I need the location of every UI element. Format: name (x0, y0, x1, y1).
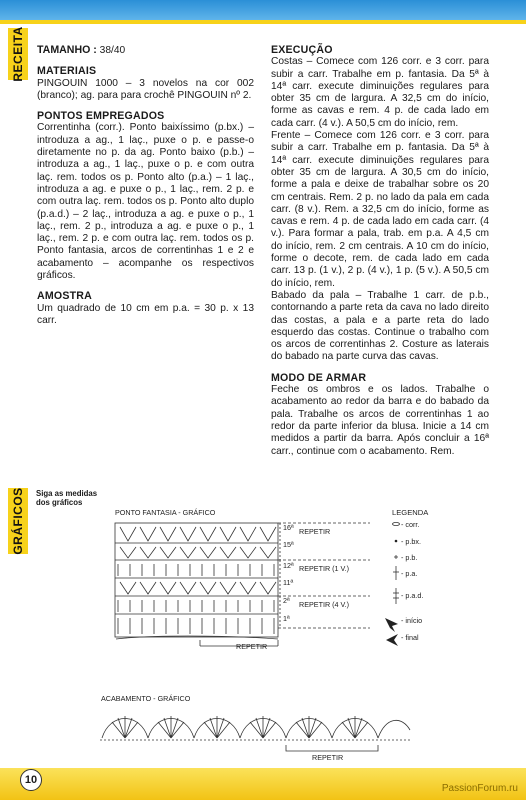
watermark: PassionForum.ru (441, 783, 518, 794)
row-label-16: 16ª (283, 523, 294, 532)
legenda-inicio: - início (401, 616, 423, 625)
row-label-11: 11ª (283, 578, 294, 587)
repetir-top-label: REPETIR (299, 527, 331, 536)
row-label-2: 2ª (283, 596, 290, 605)
legenda-pa: - p.a. (401, 569, 418, 578)
row-label-12: 12ª (283, 561, 294, 570)
graficos-tab-label: GRÁFICOS (11, 487, 25, 555)
receita-tab-label: RECEITA (11, 26, 25, 82)
costas-text: Costas – Comece com 126 corr. e 3 corr. para subir a carr. Trabalhe em p. fantasia. Da 5ª à 14ª carr. execute diminuições regulares para obter 35 cm de largura. A 32,5 cm do início, forme as cavas e rem. 4 p. de cada lado em cada carr. (4 v.). A 50,5 cm do início, rem. (271, 56, 489, 129)
acabamento-title: ACABAMENTO - GRÁFICO (101, 694, 191, 703)
legenda-corr: - corr. (401, 520, 420, 529)
execucao-heading: EXECUÇÃO (271, 44, 333, 56)
materiais-text: PINGOUIN 1000 – 3 novelos na cor 002 (branco); ag. para para crochê PINGOUIN nº 2. (37, 77, 254, 101)
repetir-acabamento-label: REPETIR (312, 753, 344, 762)
tamanho-value: 38/40 (96, 45, 126, 56)
page-number: 10 (20, 769, 42, 791)
materiais-heading: MATERIAIS (37, 65, 97, 78)
amostra-text: Um quadrado de 10 cm em p.a. = 30 p. x 13 carr. (37, 302, 254, 326)
graficos-note-line2: dos gráficos (36, 498, 83, 507)
repetir-1v-label: REPETIR (1 V.) (299, 564, 350, 573)
repetir-4v-label: REPETIR (4 V.) (299, 600, 350, 609)
legenda-pb: - p.b. (401, 553, 418, 562)
tamanho-label: TAMANHO : (37, 44, 97, 56)
modo-heading: MODO DE ARMAR (271, 371, 367, 384)
babado-text: Babado da pala – Trabalhe 1 carr. de p.b., contornando a parte reta da cava no lado direito das costas, a pala e a parte reta do lado esquerdo das costas. Continue o trabalho com os arcos de correntinhas 2. Costure as laterais do babado na parte curva das cavas. (271, 289, 489, 363)
row-label-15: 15ª (283, 540, 294, 549)
pontos-text: Correntinha (corr.). Ponto baixíssimo (p.bx.) – introduza a ag., 1 laç., puxe o p. e passe-o diretamente no p. da ag. Ponto baixo (p.b.) – introduza a ag., 1 laç., puxe o p. e com outra laç. rem. todos os p. Ponto alto (p.a.) – 1 laç., introduza a ag. e puxe o p., 1 laç., rem. 2 p. e com outra laç. rem. todos os p. Ponto alto duplo (p.a.d.) – 2 laç., introduza a ag. e puxe o p., 1 laç., rem. 2 p., introduza a ag. e puxe o p., 1 laç., rem. 2 p. e com outra laç. rem. todos os p. Ponto fantasia, arcos de correntinhas 1 e 2 e acabamento – acompanhe os respectivos gráficos. (37, 122, 254, 282)
ponto-fantasia-title: PONTO FANTASIA - GRÁFICO (115, 508, 216, 517)
graficos-note-line1: Siga as medidas (36, 489, 98, 498)
amostra-heading: AMOSTRA (37, 290, 92, 303)
legenda-pbx: - p.bx. (401, 537, 421, 546)
modo-text: Feche os ombros e os lados. Trabalhe o acabamento ao redor da barra e do babado da pala. Trabalhe os arcos de correntinhas 1 ao redor da parte inferior da blusa. Inicie a 14 cm medidos a partir da barra. Após concluir a 16ª carr., continue com o acabamento. Rem. (271, 384, 489, 457)
frente-text: Frente – Comece com 126 corr. e 3 corr. para subir a carr. Trabalhe em p. fantasia. Da 5ª à 14ª carr. execute diminuições regulares para obter 35 cm de largura. A 30,5 cm do início, forme a pala e deixe de trabalhar sobre os 20 cm centrais. Rem. 2 p. no lado da pala em cada carr. (8 v.). Rem. a 32,5 cm do início, forme as cavas e rem. 4 p. de cada lado em cada carr. (4 v.). Para formar a pala, trab. em p.a. A 4,5 cm do início, rem. 2 cm centrais. A 10 cm do início, forme o decote, rem. de cada lado em cada carr. 13 p. (1 v.), 2 p. (4 v.), 1 p. (5 v.). A 50,5 cm do início, rem. (271, 130, 489, 289)
pontos-heading: PONTOS EMPREGADOS (37, 110, 165, 123)
legenda-final: - final (401, 633, 419, 642)
row-label-1: 1ª (283, 614, 290, 623)
ponto-fantasia-grid (115, 523, 278, 637)
repetir-bottom-label: REPETIR (236, 642, 268, 651)
legenda-title: LEGENDA (392, 508, 429, 517)
legenda-pad: - p.a.d. (401, 591, 424, 600)
